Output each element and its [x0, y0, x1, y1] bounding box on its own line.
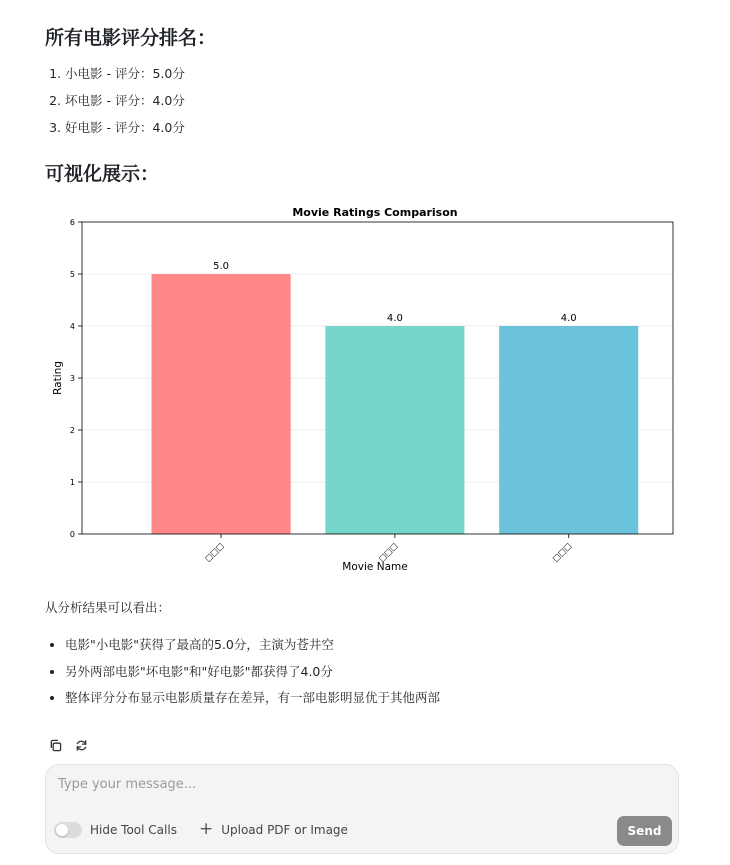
- message-input[interactable]: [56, 775, 666, 811]
- summary-point: • 电影"小电影"获得了最高的5.0分，主演为苍井空: [65, 634, 440, 661]
- message-composer: [45, 764, 679, 854]
- x-tick-label: □□□: [550, 541, 574, 564]
- ranking-item: 1. 小电影 - 评分：5.0分: [65, 63, 185, 90]
- toggle-knob: [56, 824, 68, 836]
- send-button[interactable]: Send: [617, 816, 672, 846]
- upload-label: Upload PDF or Image: [221, 822, 348, 837]
- copy-icon[interactable]: [47, 737, 63, 753]
- bar: [152, 274, 291, 534]
- y-tick-label: 4: [69, 322, 75, 331]
- x-tick-label: □□□: [376, 541, 400, 564]
- x-axis-label: Movie Name: [342, 561, 408, 573]
- summary-point: • 另外两部电影"坏电影"和"好电影"都获得了4.0分: [65, 661, 440, 688]
- chart-title: Movie Ratings Comparison: [292, 206, 458, 219]
- bar: [325, 326, 464, 534]
- ranking-list: [45, 63, 185, 144]
- ranking-item: 3. 好电影 - 评分：4.0分: [65, 117, 185, 144]
- hide-tool-calls-toggle[interactable]: [54, 822, 82, 838]
- summary-point: • 整体评分分布显示电影质量存在差异，有一部电影明显优于其他两部: [65, 687, 440, 714]
- composer-toolbar: [54, 821, 348, 838]
- y-tick-label: 3: [69, 374, 75, 383]
- bar-value-label: 4.0: [386, 313, 403, 324]
- y-axis-label: Rating: [52, 361, 64, 395]
- y-tick-label: 6: [69, 218, 75, 227]
- summary-list: [45, 634, 440, 714]
- bar-value-label: 4.0: [560, 313, 577, 324]
- bar: [499, 326, 638, 534]
- plus-icon: +: [198, 819, 214, 839]
- y-tick-label: 1: [69, 478, 75, 487]
- y-tick-label: 2: [69, 426, 75, 435]
- y-tick-label: 5: [69, 270, 75, 279]
- ranking-item: 2. 坏电影 - 评分：4.0分: [65, 90, 185, 117]
- visualization-heading: 可视化展示：: [45, 163, 160, 185]
- bar-value-label: 5.0: [213, 261, 230, 272]
- movie-ratings-chart: [45, 200, 685, 580]
- regenerate-icon[interactable]: [73, 737, 89, 753]
- ranking-heading: 所有电影评分排名：: [45, 27, 217, 49]
- y-tick-label: 0: [69, 530, 75, 539]
- x-tick-label: □□□: [203, 541, 226, 564]
- summary-intro: 从分析结果可以看出：: [45, 600, 171, 615]
- upload-button[interactable]: [199, 821, 348, 838]
- message-actions: [47, 737, 89, 753]
- hide-tool-calls-label: Hide Tool Calls: [90, 822, 177, 837]
